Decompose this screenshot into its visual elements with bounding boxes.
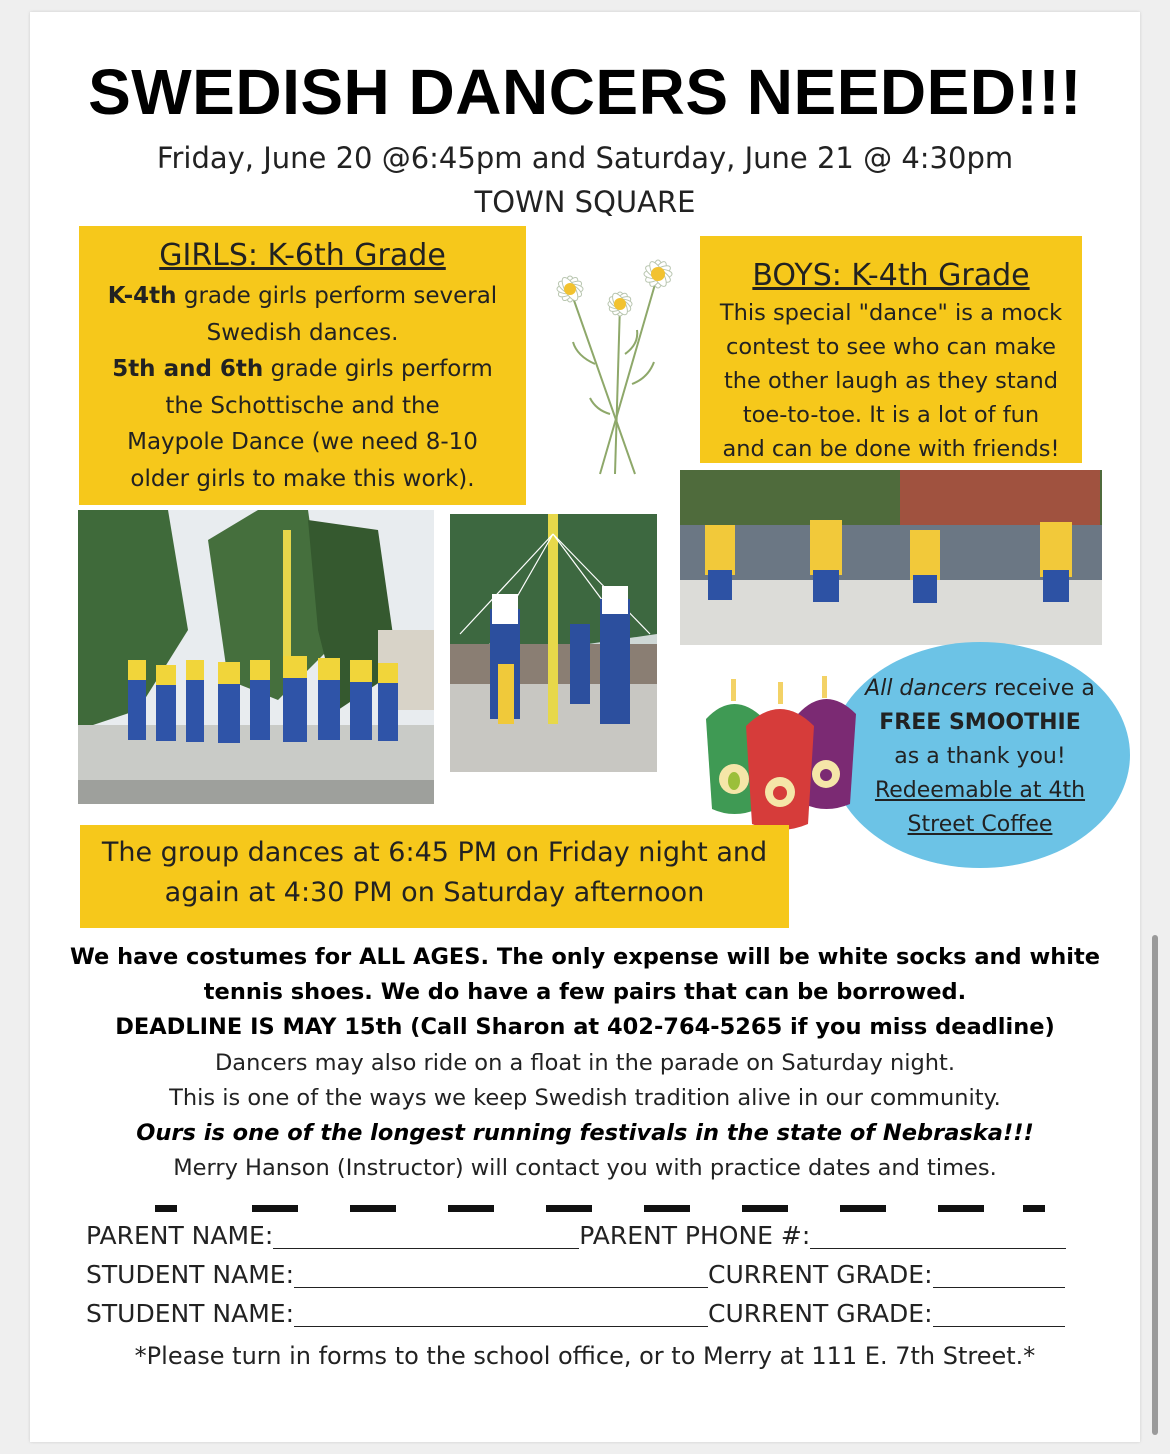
boys-description: This special "dance" is a mock contest to see who can make the other laugh as they stand toe-to-toe. It is a lot of fun and can be done with friends! — [719, 300, 1063, 462]
parent-name-field[interactable] — [273, 1222, 579, 1249]
parent-phone-label: PARENT PHONE #: — [579, 1221, 811, 1250]
parade-line: Dancers may also ride on a float in the parade on Saturday night. — [214, 1049, 956, 1076]
boys-info-box — [700, 236, 1082, 463]
boys-contest-photo — [680, 470, 1102, 645]
student-row-1 — [86, 1255, 1106, 1294]
info-section — [30, 940, 1140, 1186]
student-name-field[interactable] — [294, 1300, 708, 1327]
redeem-location-line1: Redeemable at 4th — [874, 778, 1086, 803]
girls-info-box — [79, 226, 526, 505]
current-grade-field[interactable] — [933, 1261, 1065, 1288]
parent-name-label: PARENT NAME: — [86, 1221, 274, 1250]
cut-line — [155, 1200, 1045, 1212]
girls-grade-56: 5th and 6th — [112, 356, 264, 382]
student-name-label: STUDENT NAME: — [86, 1260, 294, 1289]
instructor-line: Merry Hanson (Instructor) will contact you with practice dates and times. — [173, 1155, 997, 1182]
current-grade-label: CURRENT GRADE: — [708, 1260, 933, 1289]
girls-grade-k4: K-4th — [107, 283, 177, 309]
turn-in-note: *Please turn in forms to the school office, or to Merry at 111 E. 7th Street.* — [134, 1342, 1036, 1370]
boys-heading: BOYS: K-4th Grade — [752, 258, 1030, 293]
parent-row — [86, 1216, 1106, 1255]
costumes-line1: We have costumes for ALL AGES. The only expense will be white socks and white — [69, 944, 1101, 970]
redeem-location-line2: Street Coffee — [907, 812, 1053, 837]
maypole-dance-photo — [450, 514, 657, 772]
scrollbar[interactable] — [1152, 935, 1158, 1435]
deadline-line: DEADLINE IS MAY 15th (Call Sharon at 402-764-5265 if you miss deadline) — [115, 1014, 1055, 1041]
current-grade-field[interactable] — [933, 1300, 1065, 1327]
tradition-line: This is one of the ways we keep Swedish tradition alive in our community. — [169, 1084, 1001, 1111]
event-dates: Friday, June 20 @6:45pm and Saturday, June 21 @ 4:30pm — [156, 141, 1014, 175]
student-name-field[interactable] — [294, 1261, 708, 1288]
event-location: TOWN SQUARE — [474, 185, 696, 219]
smoothie-text: All dancers receive a FREE SMOOTHIE as a thank you! Redeemable at 4th Street Coffee — [850, 672, 1110, 842]
girls-heading: GIRLS: K-6th Grade — [159, 238, 446, 273]
dance-times-box: The group dances at 6:45 PM on Friday night and again at 4:30 PM on Saturday afternoon — [80, 825, 789, 928]
daisy-flowers-icon — [540, 244, 690, 479]
student-row-2 — [86, 1294, 1106, 1333]
current-grade-label: CURRENT GRADE: — [708, 1299, 933, 1328]
event-dates-location — [30, 136, 1140, 224]
flyer-title: SWEDISH DANCERS NEEDED!!! — [88, 56, 1082, 128]
costumes-line2: tennis shoes. We do have a few pairs that can be borrowed. — [203, 979, 967, 1006]
girls-dancing-photo — [78, 510, 434, 804]
girls-description: K-4th grade girls perform several Swedish dances. 5th and 6th grade girls perform the Schottische and the Maypole Dance (we need 8-10 older girls to make this work). — [107, 283, 498, 492]
parent-phone-field[interactable] — [810, 1222, 1066, 1249]
free-smoothie-label: FREE SMOOTHIE — [879, 710, 1081, 735]
flyer-page — [30, 12, 1140, 1442]
smoothie-cups-icon — [698, 674, 863, 834]
registration-form — [86, 1216, 1106, 1333]
festival-line: Ours is one of the longest running festivals in the state of Nebraska!!! — [136, 1120, 1034, 1147]
student-name-label: STUDENT NAME: — [86, 1299, 294, 1328]
